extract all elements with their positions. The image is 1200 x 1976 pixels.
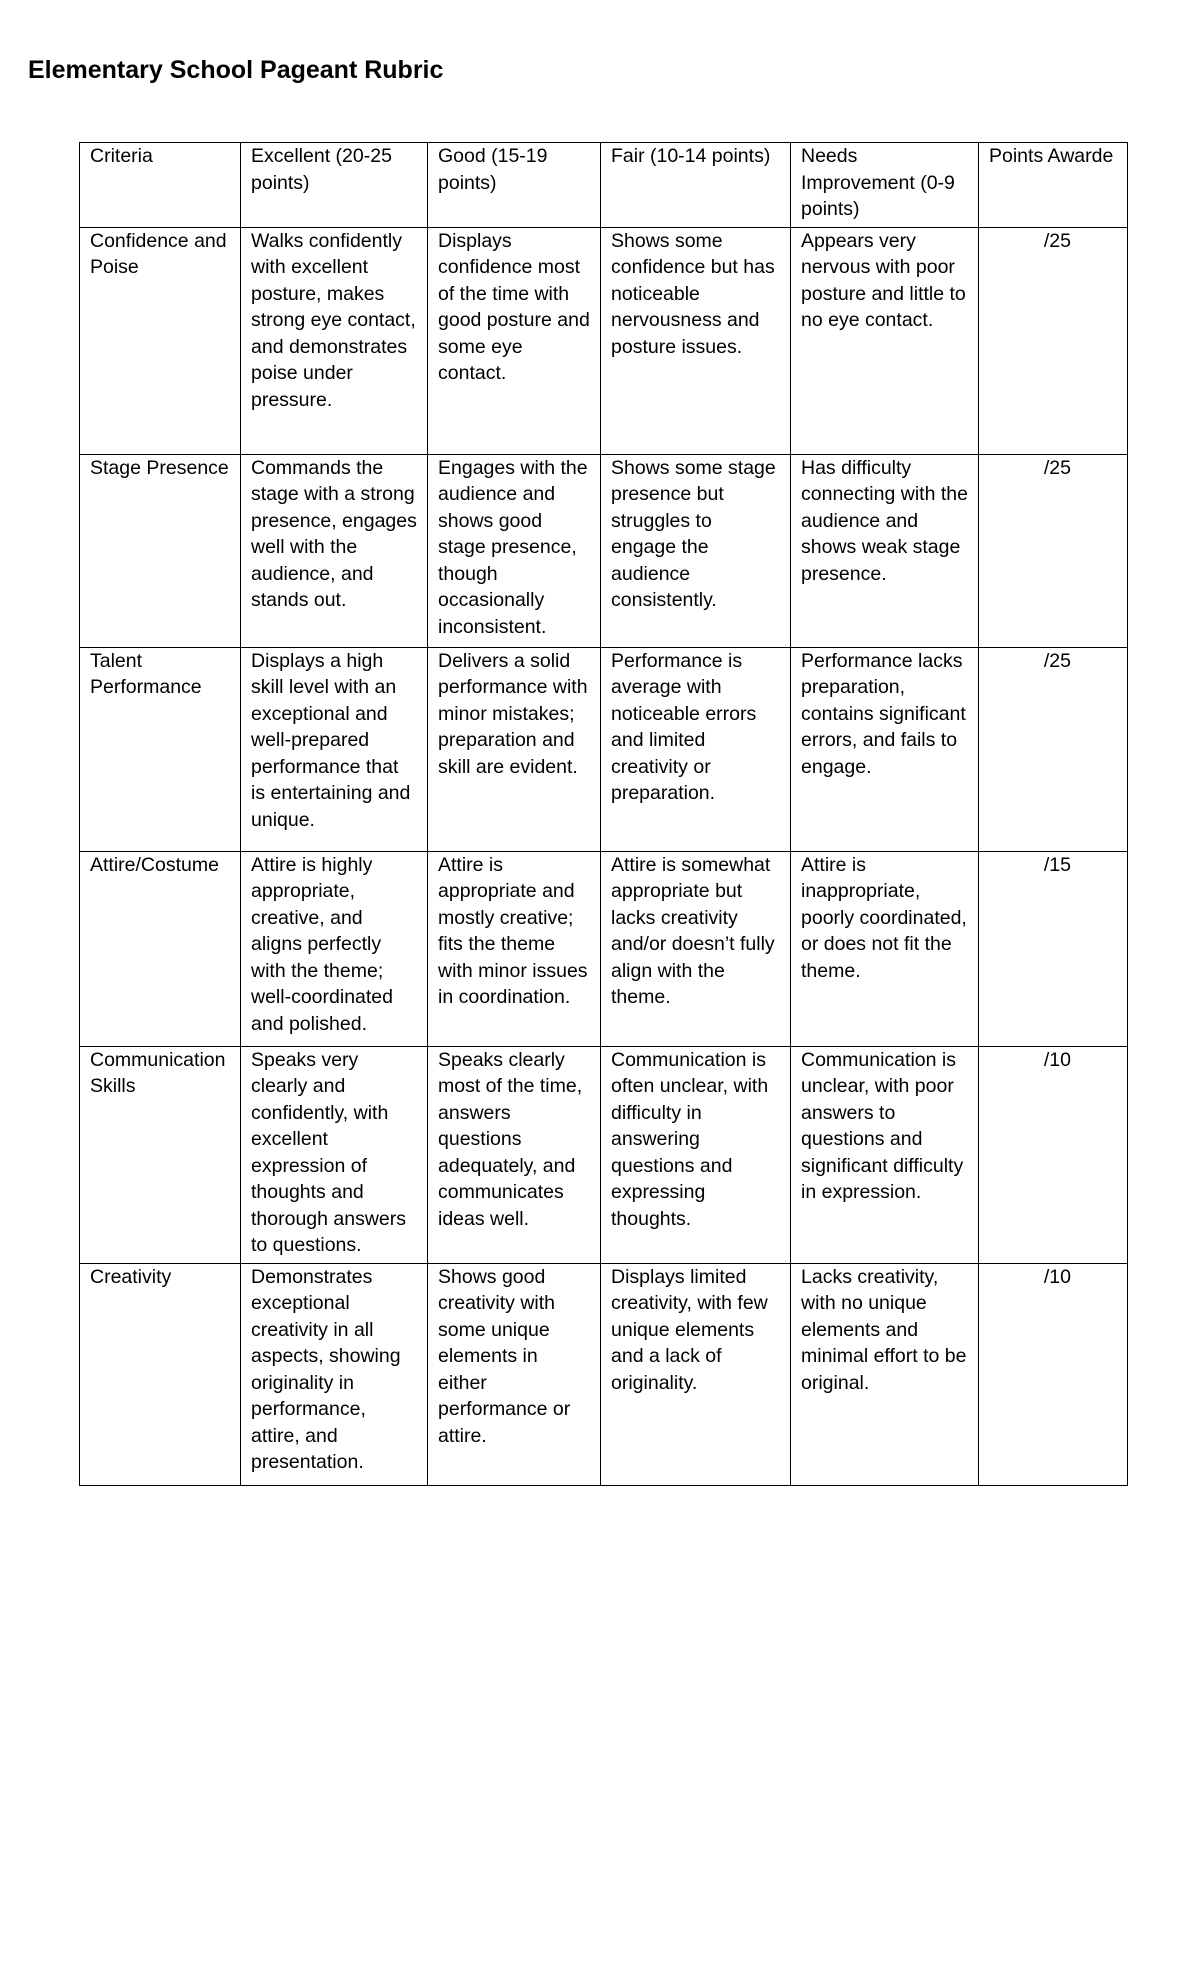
table-row [80, 647, 1128, 851]
fair-cell: Shows some confidence but has noticeable nervousness and posture issues. [601, 227, 791, 454]
good-cell: Speaks clearly most of the time, answers questions adequately, and communicates ideas well. [428, 1046, 601, 1263]
fair-cell: Displays limited creativity, with few unique elements and a lack of originality. [601, 1263, 791, 1485]
criteria-cell: Talent Performance [80, 647, 241, 851]
header-points-awarded: Points Awarde [979, 143, 1128, 228]
criteria-cell: Stage Presence [80, 454, 241, 647]
excellent-cell: Commands the stage with a strong presence, engages well with the audience, and stands out. [241, 454, 428, 647]
excellent-cell: Displays a high skill level with an exceptional and well-prepared performance that is entertaining and unique. [241, 647, 428, 851]
table-row [80, 454, 1128, 647]
points-cell: /25 [979, 454, 1128, 647]
good-cell: Delivers a solid performance with minor mistakes; preparation and skill are evident. [428, 647, 601, 851]
good-cell: Displays confidence most of the time with good posture and some eye contact. [428, 227, 601, 454]
points-cell: /15 [979, 851, 1128, 1046]
points-cell: /10 [979, 1263, 1128, 1485]
excellent-cell: Demonstrates exceptional creativity in all aspects, showing originality in performance, attire, and presentation. [241, 1263, 428, 1485]
good-cell: Shows good creativity with some unique elements in either performance or attire. [428, 1263, 601, 1485]
fair-cell: Attire is somewhat appropriate but lacks creativity and/or doesn’t fully align with the theme. [601, 851, 791, 1046]
header-good: Good (15-19 points) [428, 143, 601, 228]
fair-cell: Shows some stage presence but struggles to engage the audience consistently. [601, 454, 791, 647]
table-row [80, 1263, 1128, 1485]
table-row [80, 851, 1128, 1046]
header-excellent: Excellent (20-25 points) [241, 143, 428, 228]
points-cell: /25 [979, 647, 1128, 851]
table-row [80, 227, 1128, 454]
points-cell: /10 [979, 1046, 1128, 1263]
page-title: Elementary School Pageant Rubric [28, 56, 444, 84]
criteria-cell: Creativity [80, 1263, 241, 1485]
needs-improvement-cell: Has difficulty connecting with the audience and shows weak stage presence. [791, 454, 979, 647]
criteria-cell: Attire/Costume [80, 851, 241, 1046]
points-cell: /25 [979, 227, 1128, 454]
needs-improvement-cell: Communication is unclear, with poor answers to questions and significant difficulty in expression. [791, 1046, 979, 1263]
needs-improvement-cell: Attire is inappropriate, poorly coordinated, or does not fit the theme. [791, 851, 979, 1046]
good-cell: Engages with the audience and shows good stage presence, though occasionally inconsistent. [428, 454, 601, 647]
rubric-table [79, 142, 1128, 1486]
fair-cell: Communication is often unclear, with difficulty in answering questions and expressing thoughts. [601, 1046, 791, 1263]
header-fair: Fair (10-14 points) [601, 143, 791, 228]
needs-improvement-cell: Appears very nervous with poor posture and little to no eye contact. [791, 227, 979, 454]
excellent-cell: Attire is highly appropriate, creative, and aligns perfectly with the theme; well-coordinated and polished. [241, 851, 428, 1046]
good-cell: Attire is appropriate and mostly creative; fits the theme with minor issues in coordination. [428, 851, 601, 1046]
excellent-cell: Walks confidently with excellent posture, makes strong eye contact, and demonstrates poise under pressure. [241, 227, 428, 454]
table-header-row [80, 143, 1128, 228]
excellent-cell: Speaks very clearly and confidently, with excellent expression of thoughts and thorough answers to questions. [241, 1046, 428, 1263]
criteria-cell: Confidence and Poise [80, 227, 241, 454]
table-row [80, 1046, 1128, 1263]
header-criteria: Criteria [80, 143, 241, 228]
header-needs-improvement: Needs Improvement (0-9 points) [791, 143, 979, 228]
needs-improvement-cell: Lacks creativity, with no unique elements and minimal effort to be original. [791, 1263, 979, 1485]
needs-improvement-cell: Performance lacks preparation, contains significant errors, and fails to engage. [791, 647, 979, 851]
criteria-cell: Communication Skills [80, 1046, 241, 1263]
fair-cell: Performance is average with noticeable errors and limited creativity or preparation. [601, 647, 791, 851]
